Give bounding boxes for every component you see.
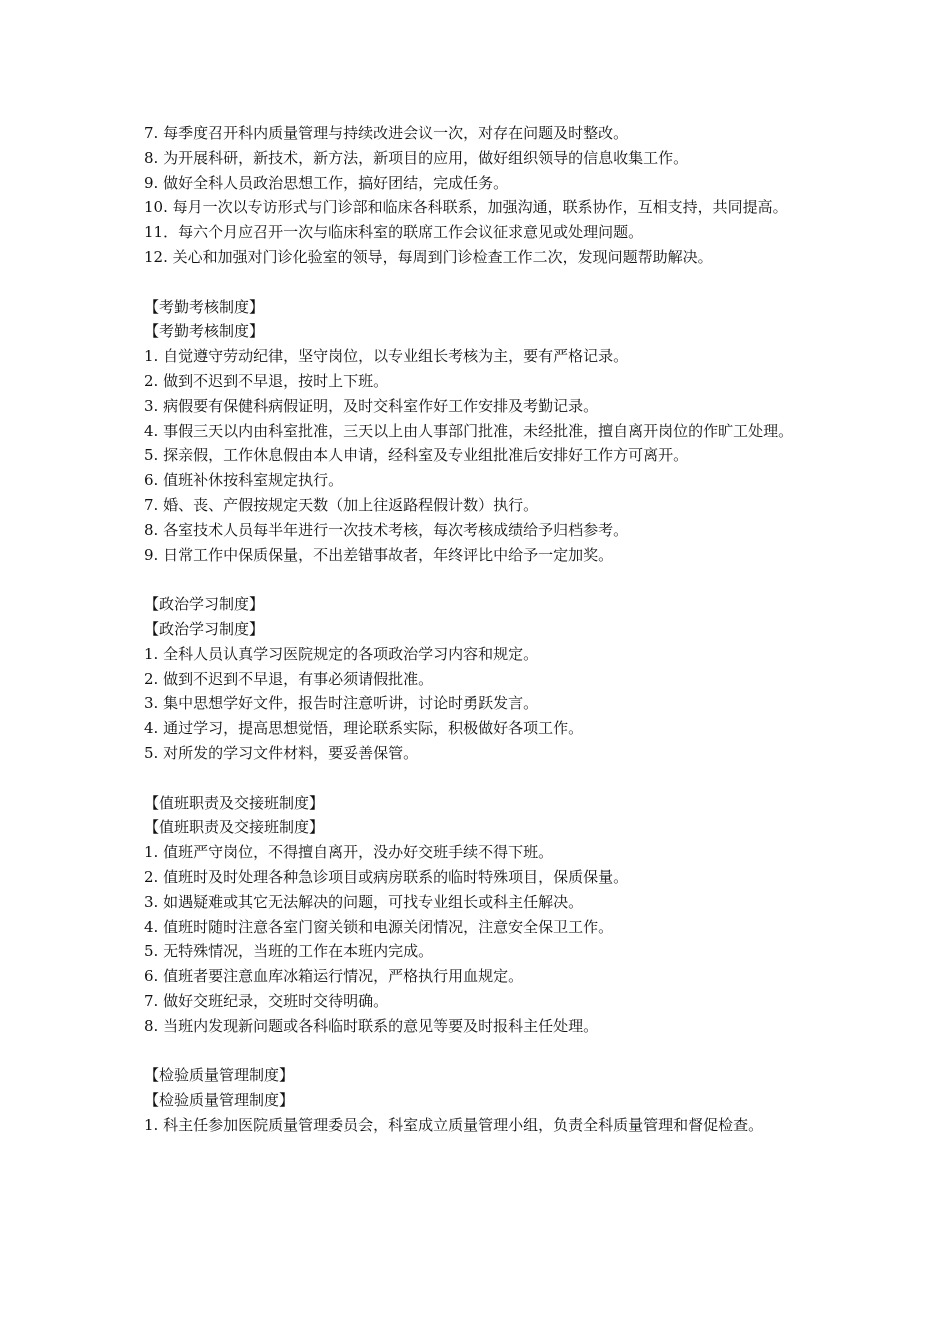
spacer	[144, 766, 824, 791]
document-page	[144, 121, 824, 1138]
top-list	[144, 121, 824, 270]
list-item: 2. 做到不迟到不早退，有事必须请假批准。	[144, 669, 434, 688]
list-item: 4. 值班时随时注意各室门窗关锁和电源关闭情况，注意安全保卫工作。	[144, 917, 614, 936]
list-item: 7. 每季度召开科内质量管理与持续改进会议一次，对存在问题及时整改。	[144, 124, 629, 142]
list-item: 6. 值班者要注意血库冰箱运行情况，严格执行用血规定。	[144, 967, 524, 986]
section-subtitle: 【考勤考核制度】	[144, 322, 265, 341]
list-item: 12. 关心和加强对门诊化验室的领导，每周到门诊检查工作二次，发现问题帮助解决。	[144, 247, 713, 266]
list-item: 4. 通过学习，提高思想觉悟，理论联系实际，积极做好各项工作。	[144, 719, 584, 738]
list-item: 10. 每月一次以专访形式与门诊部和临床各科联系，加强沟通，联系协作，互相支持，共同提高。	[144, 198, 788, 217]
spacer	[144, 270, 824, 295]
list-item: 5. 对所发的学习文件材料，要妥善保管。	[144, 743, 419, 762]
list-item: 9. 做好全科人员政治思想工作，搞好团结，完成任务。	[144, 173, 509, 192]
section-political-study	[144, 592, 824, 766]
section-title: 【值班职责及交接班制度】	[144, 793, 325, 812]
section-subtitle: 【值班职责及交接班制度】	[144, 818, 325, 837]
list-item: 7. 婚、丧、产假按规定天数（加上往返路程假计数）执行。	[144, 495, 539, 514]
list-item: 9. 日常工作中保质保量，不出差错事故者，年终评比中给予一定加奖。	[144, 545, 614, 564]
list-item: 2. 做到不迟到不早退，按时上下班。	[144, 371, 389, 390]
list-item: 1. 科主任参加医院质量管理委员会，科室成立质量管理小组，负责全科质量管理和督促检查。	[144, 1115, 764, 1134]
section-duty-handover	[144, 791, 824, 1039]
list-item: 3. 病假要有保健科病假证明，及时交科室作好工作安排及考勤记录。	[144, 396, 599, 415]
list-item: 1. 值班严守岗位，不得擅自离开，没办好交班手续不得下班。	[144, 843, 554, 862]
list-item: 3. 集中思想学好文件，报告时注意听讲，讨论时勇跃发言。	[144, 694, 539, 713]
list-item: 5. 无特殊情况，当班的工作在本班内完成。	[144, 942, 434, 961]
list-item: 6. 值班补休按科室规定执行。	[144, 471, 344, 490]
list-item: 3. 如遇疑难或其它无法解决的问题，可找专业组长或科主任解决。	[144, 892, 584, 911]
section-quality-management	[144, 1063, 824, 1137]
list-item: 5. 探亲假，工作休息假由本人申请，经科室及专业组批准后安排好工作方可离开。	[144, 446, 689, 465]
list-item: 1. 全科人员认真学习医院规定的各项政治学习内容和规定。	[144, 644, 539, 663]
section-subtitle: 【政治学习制度】	[144, 619, 265, 638]
list-item: 1. 自觉遵守劳动纪律，坚守岗位，以专业组长考核为主，要有严格记录。	[144, 347, 629, 366]
spacer	[144, 567, 824, 592]
section-attendance	[144, 295, 824, 568]
list-item: 8. 各室技术人员每半年进行一次技术考核，每次考核成绩给予归档参考。	[144, 520, 629, 539]
spacer	[144, 1038, 824, 1063]
section-title: 【检验质量管理制度】	[144, 1066, 295, 1085]
list-item: 4. 事假三天以内由科室批准，三天以上由人事部门批准，未经批准，擅自离开岗位的作旷工处理。	[144, 421, 794, 440]
list-item: 7. 做好交班纪录，交班时交待明确。	[144, 991, 389, 1010]
list-item: 2. 值班时及时处理各种急诊项目或病房联系的临时特殊项目，保质保量。	[144, 867, 629, 886]
section-title: 【考勤考核制度】	[144, 297, 265, 316]
section-title: 【政治学习制度】	[144, 595, 265, 614]
list-item: 8. 为开展科研，新技术，新方法，新项目的应用，做好组织领导的信息收集工作。	[144, 148, 689, 167]
section-subtitle: 【检验质量管理制度】	[144, 1091, 295, 1110]
list-item: 11．每六个月应召开一次与临床科室的联席工作会议征求意见或处理问题。	[144, 223, 644, 242]
list-item: 8. 当班内发现新问题或各科临时联系的意见等要及时报科主任处理。	[144, 1016, 599, 1035]
